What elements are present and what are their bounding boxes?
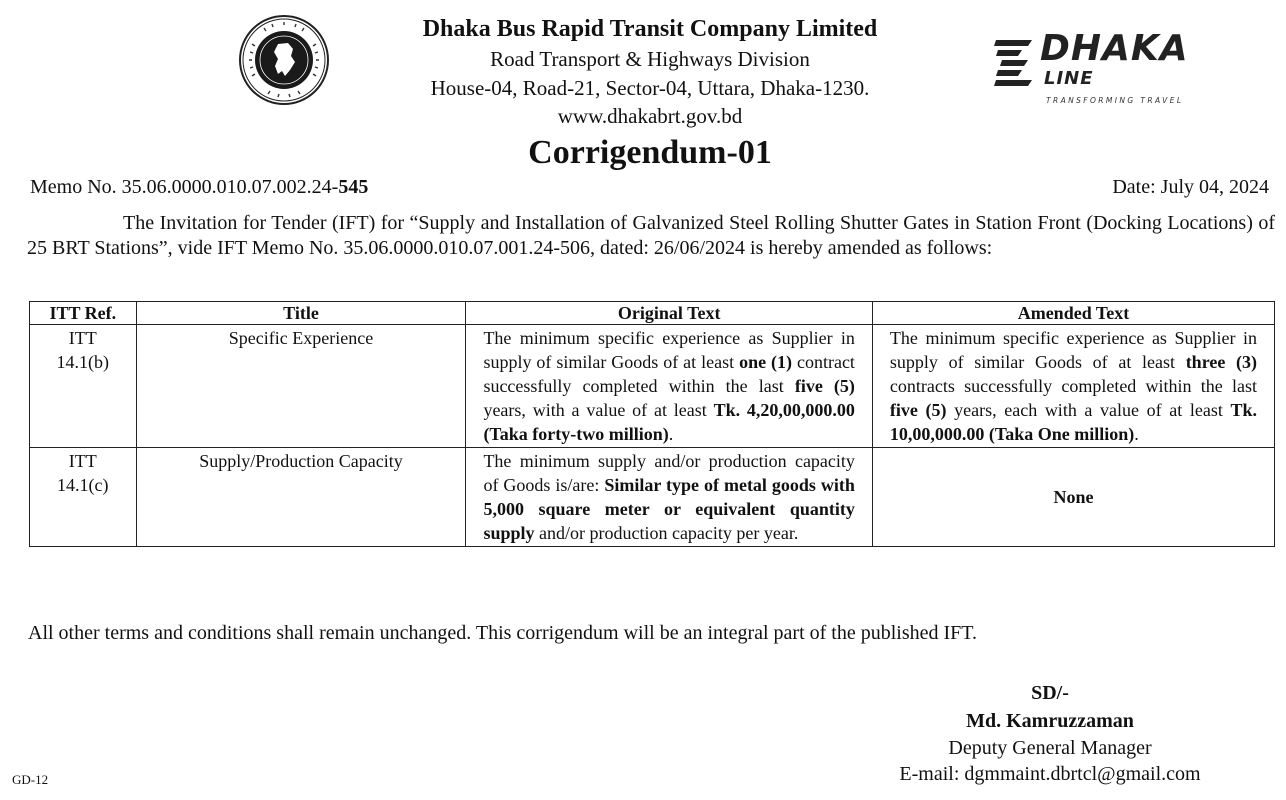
header-title: Title: [136, 302, 466, 325]
memo-date: Date: July 04, 2024: [1112, 176, 1269, 198]
signatory-designation: Deputy General Manager: [948, 737, 1152, 759]
original-text: [467, 449, 870, 545]
text-run: years, each with a value of at least: [946, 400, 1231, 420]
company-website: www.dhakabrt.gov.bd: [557, 104, 743, 128]
itt-ref-cell: [30, 325, 137, 448]
emphasis-text: Similar type of metal goods with 5,000 square meter or equivalent quantity supply: [483, 475, 855, 543]
emphasis-text: one (1): [739, 352, 793, 372]
memo-number: [30, 176, 368, 199]
dhaka-line-logo: [992, 28, 1189, 110]
title-cell: Specific Experience: [136, 325, 466, 448]
intro-paragraph: The Invitation for Tender (IFT) for “Supply and Installation of Galvanized Steel Rolling Shutter Gates in Station Front (Docking Locations) of 25 BRT Stations”, vide IFT Memo No. 35.06.0000.010.07.001.24-506, dated: 26/06/2024 is hereby amended as follows:: [27, 212, 1275, 259]
signature-mark: SD/-: [1031, 682, 1069, 704]
table-row: [30, 325, 1275, 448]
original-text: [467, 326, 870, 446]
company-name: Dhaka Bus Rapid Transit Company Limited: [422, 16, 878, 42]
emphasis-text: five (5): [794, 376, 855, 396]
memo-number-suffix: 545: [338, 176, 369, 198]
original-text-cell: [466, 448, 872, 547]
signatory-name: Md. Kamruzzaman: [966, 710, 1134, 732]
logo-tagline: TRANSFORMING TRAVEL: [1046, 96, 1184, 105]
document-title: Corrigendum-01: [528, 134, 772, 171]
table-header-row: [30, 302, 1275, 325]
header-original-text: Original Text: [466, 302, 872, 325]
emphasis-text: five (5): [889, 400, 947, 420]
title-cell: Supply/Production Capacity: [136, 448, 466, 547]
logo-wordmark-line: LINE: [1044, 68, 1094, 89]
text-run: years, with a value of at least: [483, 400, 714, 420]
header-amended-text: Amended Text: [872, 302, 1274, 325]
text-run: .: [668, 424, 674, 444]
table-row: [30, 448, 1275, 547]
logo-stripes-icon: [992, 34, 1040, 96]
amended-text-cell: [872, 325, 1274, 448]
itt-ref-cell: [30, 448, 137, 547]
emphasis-text: three (3): [1185, 352, 1258, 372]
government-seal-icon: [238, 14, 330, 106]
itt-ref-number: 14.1(c): [57, 475, 109, 495]
text-run: contract successfully completed within the last: [483, 352, 855, 396]
division-name: Road Transport & Highways Division: [490, 47, 810, 71]
original-text-cell: [466, 325, 872, 448]
reference-code: GD-12: [12, 772, 49, 787]
amended-text-cell: None: [872, 448, 1274, 547]
itt-ref-number: 14.1(b): [56, 352, 110, 372]
text-run: The minimum supply and/or production capacity of Goods is/are:: [483, 451, 855, 495]
memo-number-prefix: Memo No. 35.06.0000.010.07.002.24-: [30, 176, 339, 198]
text-run: .: [1134, 424, 1139, 444]
text-run: contracts successfully completed within the last: [889, 376, 1257, 396]
closing-note: All other terms and conditions shall remain unchanged. This corrigendum will be an integral part of the published IFT.: [28, 622, 978, 644]
logo-wordmark-dhaka: DHAKA: [1040, 28, 1189, 69]
text-run: and/or production capacity per year.: [534, 523, 799, 543]
header-itt-ref: ITT Ref.: [30, 302, 137, 325]
text-run: The minimum specific experience as Supplier in supply of similar Goods of at least: [483, 328, 855, 372]
itt-ref-line: ITT: [68, 451, 97, 471]
itt-ref-line: ITT: [68, 328, 97, 348]
company-address: House-04, Road-21, Sector-04, Uttara, Dhaka-1230.: [430, 76, 870, 100]
amendment-table: [29, 301, 1275, 547]
signatory-email: E-mail: dgmmaint.dbrtcl@gmail.com: [899, 763, 1201, 785]
emphasis-text: Tk. 4,20,00,000.00 (Taka forty-two million): [483, 400, 855, 444]
text-run: The minimum specific experience as Supplier in supply of similar Goods of at least: [889, 328, 1257, 372]
emphasis-text: Tk. 10,00,000.00 (Taka One million): [889, 400, 1257, 444]
amended-text: [874, 326, 1273, 446]
